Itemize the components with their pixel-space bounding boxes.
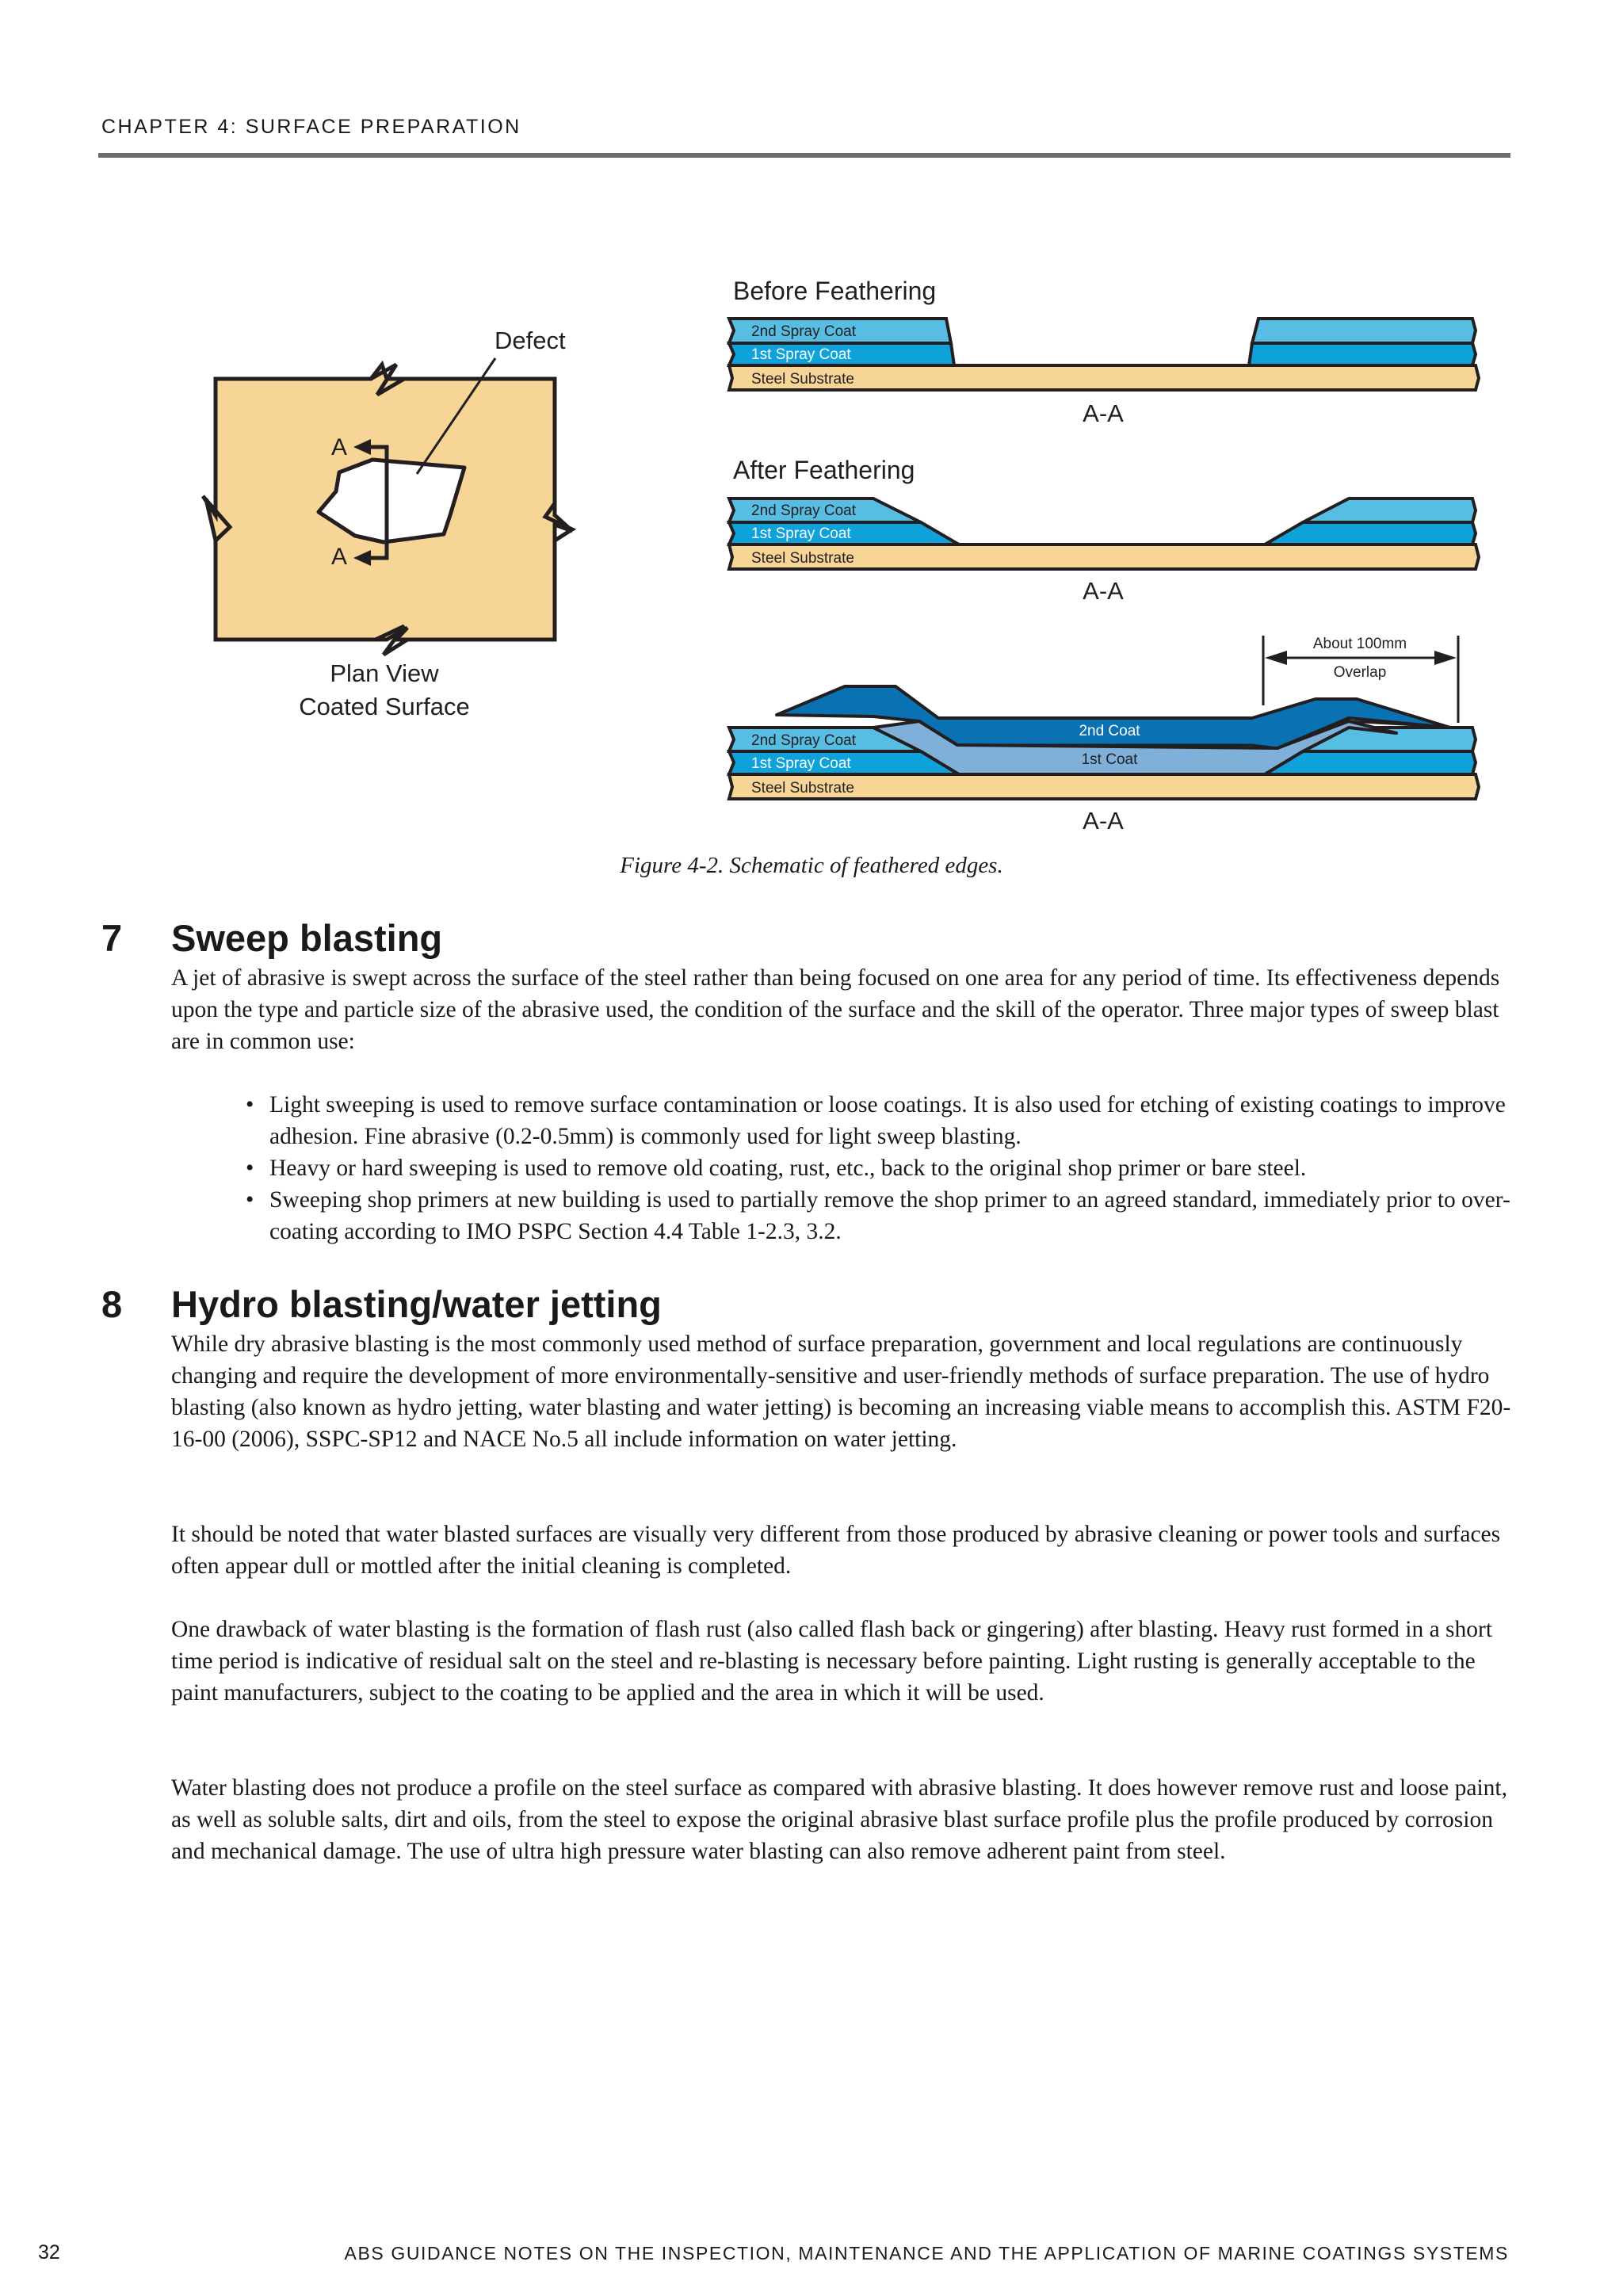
spray-coat-1-right (1265, 522, 1476, 544)
steel-substrate-label: Steel Substrate (751, 371, 854, 388)
spray-coat-1-right (1249, 343, 1476, 365)
section-title: Hydro blasting/water jetting (171, 1283, 662, 1325)
list-item (246, 1089, 1522, 1152)
spray-coat-2-label: 2nd Spray Coat (751, 502, 857, 519)
spray-coat-1-label: 1st Spray Coat (751, 525, 851, 542)
section-paragraph: A jet of abrasive is swept across the surface of the steel rather than being focused on one area for any period of time. Its effectiveness depends upon the type and particle size of the abrasive used, the condition of the surface and the skill of the operator. Three major types of sweep blast are in common use: (171, 965, 1500, 1054)
before-feathering-title: Before Feathering (733, 277, 937, 305)
section-label-a-a: A-A (1083, 577, 1124, 605)
section-paragraph: Water blasting does not produce a profile on the steel surface as compared with abrasive blasting. It does however remove rust and loose paint, as well as soluble salts, dirt and oils, from the steel to expose the original abrasive blast surface profile plus the profile produced by corrosion and mechanical damage. The use of ultra high pressure water blasting can also remove adherent paint from steel. (171, 1775, 1507, 1864)
plan-view (203, 327, 572, 720)
bullet-marker: • (246, 1187, 254, 1213)
before-feathering-section (729, 277, 1479, 427)
bullet-marker: • (246, 1156, 254, 1181)
section-label-a-a: A-A (1083, 399, 1124, 427)
bullet-list (246, 1089, 1522, 1247)
list-item-text: Sweeping shop primers at new building is used to partially remove the shop primer to an agreed standard, immediately prior to over-coating according to IMO PSPC Section 4.4 Table 1-2.3, 3.2. (269, 1187, 1510, 1244)
spray-coat-2-label: 2nd Spray Coat (751, 323, 857, 340)
page-number: 32 (38, 2241, 60, 2264)
section-marker-bottom: A (331, 544, 348, 570)
section-paragraph: While dry abrasive blasting is the most commonly used method of surface preparation, government and local regulations are continuously changing and require the development of more environmentally-sensitive and user-friendly methods of surface preparation. The use of hydro blasting (also known as hydro jetting, water blasting and water jetting) is becoming an increasing viable means to accomplish this. ASTM F20-16-00 (2006), SSPC-SP12 and NACE No.5 all include information on water jetting. (171, 1331, 1511, 1452)
spray-coat-1-label: 1st Spray Coat (751, 755, 851, 772)
section-marker-top: A (331, 434, 348, 460)
dimension-arrow-right (1434, 651, 1457, 665)
defect-label: Defect (495, 327, 566, 354)
feathered-edges-figure (0, 0, 1623, 888)
first-coat-label: 1st Coat (1081, 751, 1138, 768)
after-feathering-title: After Feathering (733, 456, 915, 484)
second-coat-label: 2nd Coat (1079, 723, 1140, 739)
section-number: 7 (101, 917, 123, 959)
section-label-a-a: A-A (1083, 807, 1124, 835)
steel-substrate-label: Steel Substrate (751, 550, 854, 567)
section-title: Sweep blasting (171, 917, 443, 959)
list-item (246, 1152, 1522, 1184)
plan-view-caption-line2: Coated Surface (299, 693, 470, 720)
bullet-marker: • (246, 1092, 254, 1117)
running-header: CHAPTER 4: SURFACE PREPARATION (101, 116, 521, 138)
plan-view-caption-line1: Plan View (330, 659, 439, 687)
list-item-text: Heavy or hard sweeping is used to remove old coating, rust, etc., back to the original shop primer or bare steel. (269, 1156, 1307, 1181)
list-item (246, 1184, 1522, 1247)
spray-coat-2-right (1252, 319, 1476, 343)
after-feathering-section (729, 456, 1479, 605)
spray-coat-1-label: 1st Spray Coat (751, 346, 851, 363)
section-paragraph: It should be noted that water blasted surfaces are visually very different from those produced by abrasive cleaning or power tools and surfaces often appear dull or mottled after the initial cleaning is completed. (171, 1522, 1501, 1579)
section-number: 8 (101, 1283, 123, 1325)
steel-substrate-label: Steel Substrate (751, 780, 854, 797)
recoated-overlap-section (729, 636, 1479, 835)
overlap-label: Overlap (1333, 664, 1387, 681)
spray-coat-2-right (1303, 499, 1476, 522)
spray-coat-2-label: 2nd Spray Coat (751, 732, 857, 749)
list-item-text: Light sweeping is used to remove surface contamination or loose coatings. It is also used for etching of existing coatings to improve adhesion. Fine abrasive (0.2-0.5mm) is commonly used for light sweep blasting. (269, 1092, 1506, 1149)
dimension-label: About 100mm (1312, 636, 1407, 652)
dimension-arrow-left (1265, 651, 1287, 665)
figure-caption: Figure 4-2. Schematic of feathered edges. (620, 853, 1003, 878)
section-paragraph: One drawback of water blasting is the formation of flash rust (also called flash back or gingering) after blasting. Heavy rust formed in a short time period is indicative of residual salt on the steel and re-blasting is necessary before painting. Light rusting is generally acceptable to the paint manufacturers, subject to the coating to be applied and the area in which it will be used. (171, 1617, 1493, 1706)
running-footer: ABS GUIDANCE NOTES ON THE INSPECTION, MAINTENANCE AND THE APPLICATION OF MARINE COATINGS SYSTEMS (344, 2243, 1509, 2264)
